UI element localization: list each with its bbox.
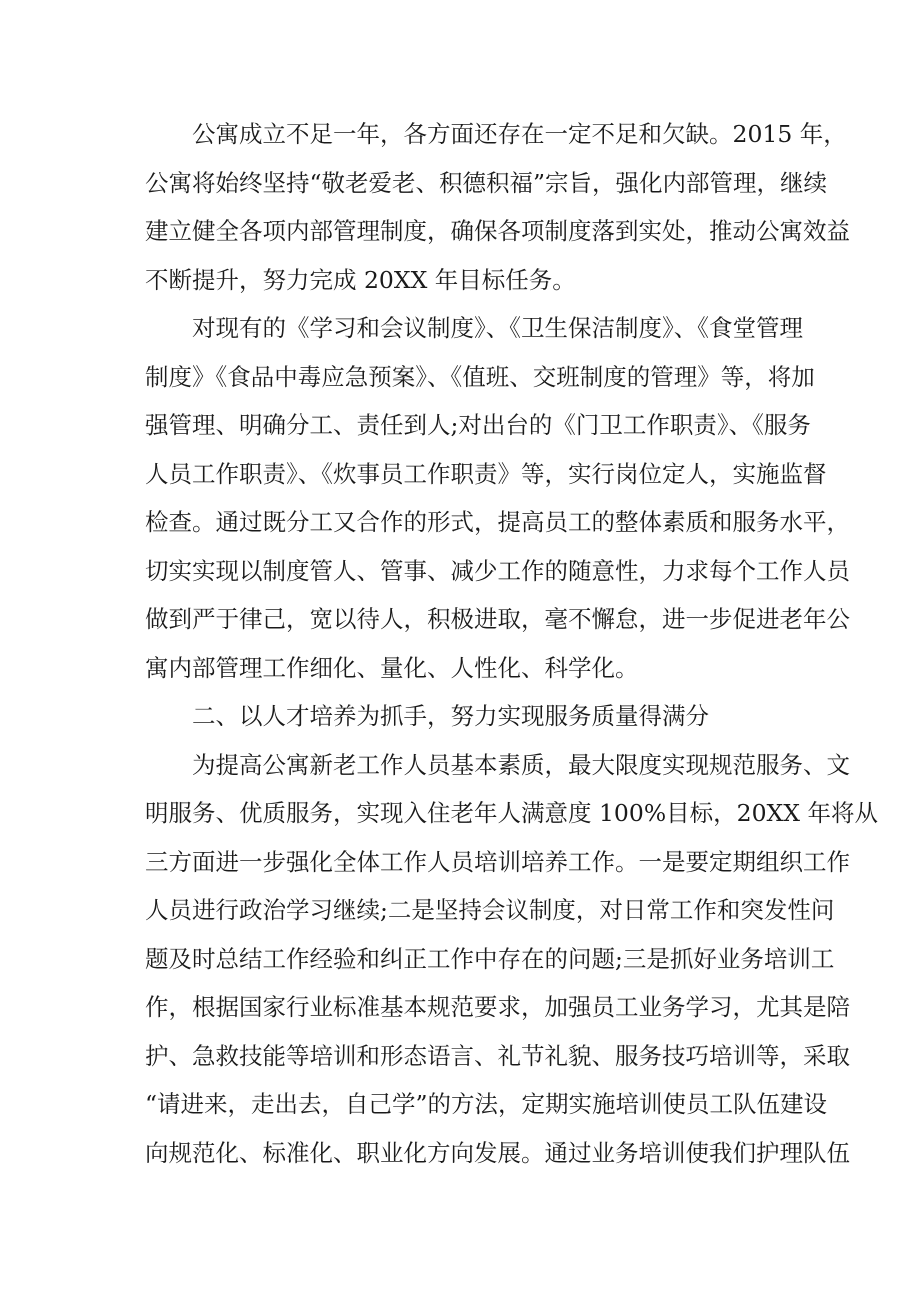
text-line: 切实实现以制度管人、管事、减少工作的随意性，力求每个工作人员	[145, 556, 850, 585]
section-heading	[145, 692, 785, 741]
document-body	[145, 110, 878, 1177]
text-line: 人员工作职责》、《炊事员工作职责》等，实行岗位定人，实施监督	[145, 459, 827, 488]
text-line: 三方面进一步强化全体工作人员培训培养工作。一是要定期组织工作	[145, 847, 850, 876]
paragraph-3	[145, 741, 878, 1178]
text-line: 护、急救技能等培训和形态语言、礼节礼貌、服务技巧培训等，采取	[145, 1041, 850, 1070]
text-line: 寓内部管理工作细化、量化、人性化、科学化。	[145, 653, 639, 682]
text-line: “请进来，走出去，自己学”的方法，定期实施培训使员工队伍建设	[145, 1090, 828, 1118]
paragraph-2	[145, 304, 850, 692]
text-line: 公寓将始终坚持“敬老爱老、积德积福”宗旨，强化内部管理，继续	[145, 168, 828, 197]
text-line: 做到严于律己，宽以待人，积极进取，毫不懈怠，进一步促进老年公	[145, 605, 850, 633]
text-line: 检查。通过既分工又合作的形式，提高员工的整体素质和服务水平，	[145, 508, 850, 536]
text-line: 明服务、优质服务，实现入住老年人满意度 100%目标，20XX 年将从	[145, 799, 878, 827]
text-line: 对现有的《学习和会议制度》、《卫生保洁制度》、《食堂管理	[192, 314, 803, 342]
paragraph-1	[145, 110, 850, 304]
text-line: 向规范化、标准化、职业化方向发展。通过业务培训使我们护理队伍	[145, 1138, 850, 1167]
heading-line: 二、以人才培养为抓手，努力实现服务质量得满分	[192, 702, 709, 730]
text-line: 公寓成立不足一年，各方面还存在一定不足和欠缺。2015 年，	[192, 120, 847, 148]
text-line: 为提高公寓新老工作人员基本素质，最大限度实现规范服务、文	[192, 750, 850, 779]
text-line: 题及时总结工作经验和纠正工作中存在的问题;三是抓好业务培训工	[145, 944, 835, 973]
text-line: 建立健全各项内部管理制度，确保各项制度落到实处，推动公寓效益	[145, 217, 850, 245]
text-line: 作，根据国家行业标准基本规范要求，加强员工业务学习，尤其是陪	[145, 993, 850, 1021]
text-line: 强管理、明确分工、责任到人;对出台的《门卫工作职责》、《服务	[145, 411, 811, 439]
text-line: 人员进行政治学习继续;二是坚持会议制度，对日常工作和突发性问	[145, 896, 835, 924]
text-line: 不断提升，努力完成 20XX 年目标任务。	[145, 265, 576, 294]
text-line: 制度》《食品中毒应急预案》、《值班、交班制度的管理》等，将加	[145, 362, 815, 391]
